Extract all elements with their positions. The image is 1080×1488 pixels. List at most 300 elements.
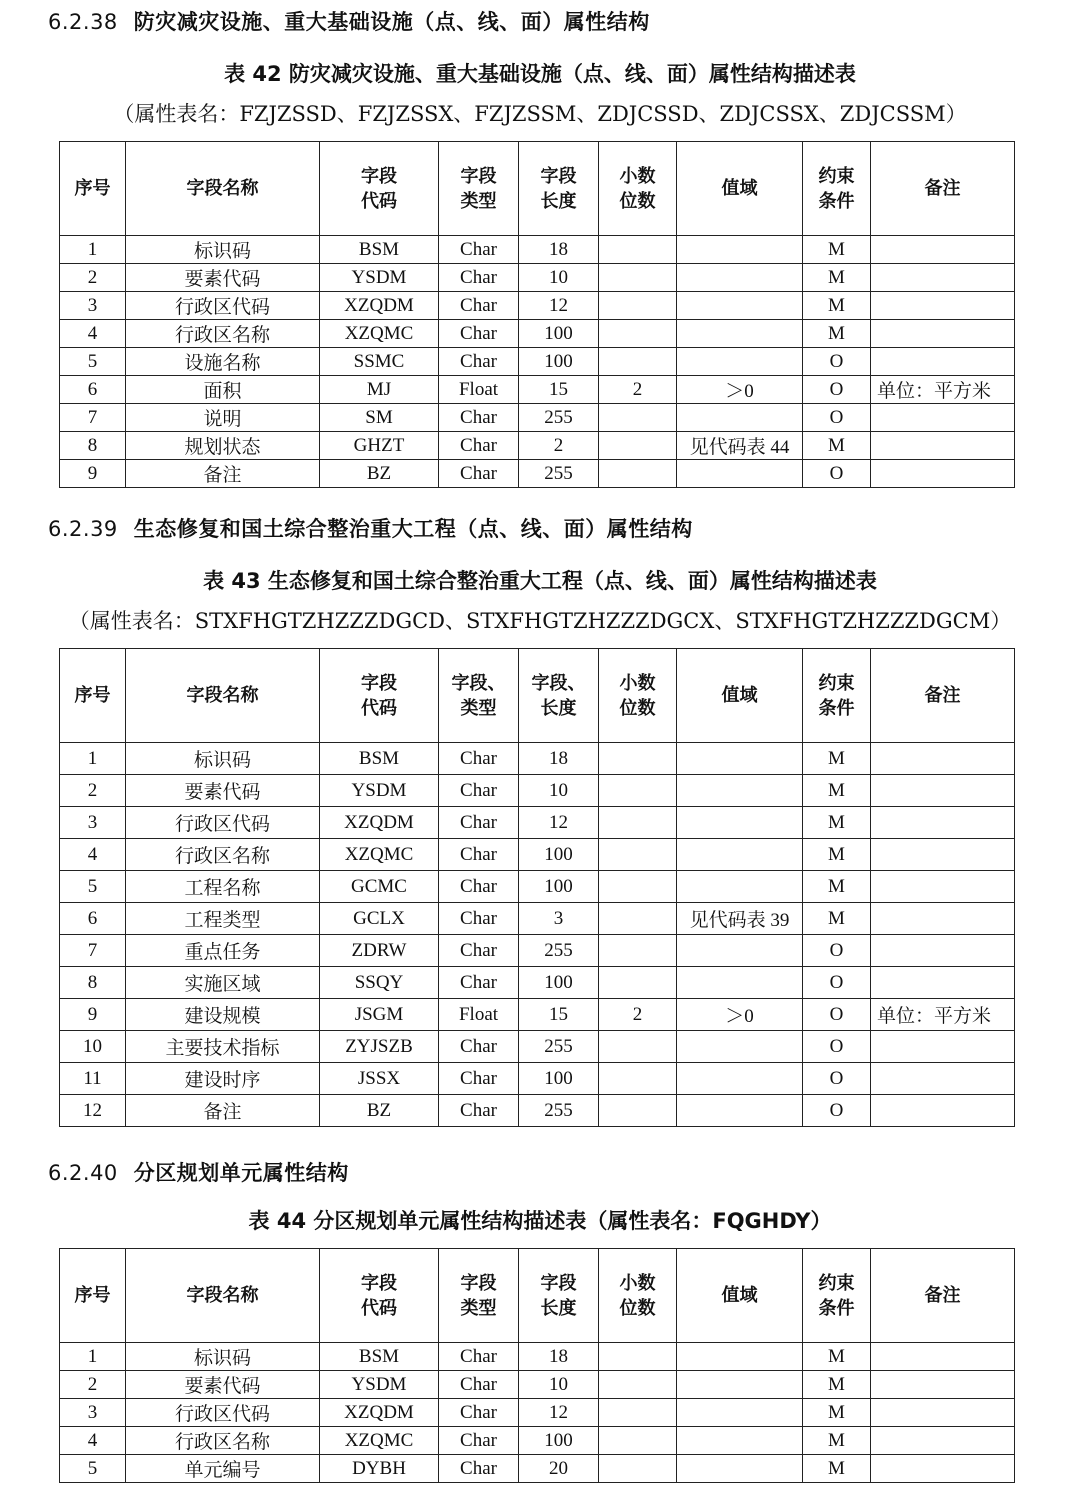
cell-col-field-type: Char [439, 871, 519, 903]
cell-col-constraint: M [803, 1343, 871, 1371]
header-col-field-type [439, 142, 519, 236]
cell-col-constraint: O [803, 348, 871, 376]
cell-col-index: 6 [60, 376, 126, 404]
header-col-field-code [320, 142, 439, 236]
header-label-line: 类型 [460, 697, 497, 719]
cell-col-field-length: 12 [519, 807, 599, 839]
cell-col-value-domain: ＞0 [677, 376, 803, 404]
header-col-field-name [126, 142, 320, 236]
header-label-line: 约束 [818, 1272, 855, 1294]
cell-col-field-code: XZQDM [320, 292, 439, 320]
cell-col-value-domain [677, 404, 803, 432]
cell-col-index: 7 [60, 935, 126, 967]
table-row [60, 1063, 1015, 1095]
cell-col-field-type: Char [439, 320, 519, 348]
section-heading-6-2-40 [48, 1157, 349, 1187]
cell-col-index: 5 [60, 1455, 126, 1483]
cell-col-value-domain [677, 1399, 803, 1427]
cell-col-field-length: 18 [519, 236, 599, 264]
cell-col-index: 4 [60, 1427, 126, 1455]
table-row [60, 967, 1015, 999]
cell-col-decimal-places [599, 903, 677, 935]
cell-col-constraint: O [803, 376, 871, 404]
cell-col-remark [871, 1343, 1015, 1371]
header-col-field-type [439, 649, 519, 743]
cell-col-field-name: 工程名称 [126, 871, 320, 903]
cell-col-field-code: BZ [320, 460, 439, 488]
table-row [60, 1427, 1015, 1455]
cell-col-field-name: 重点任务 [126, 935, 320, 967]
cell-col-constraint: M [803, 1455, 871, 1483]
cell-col-value-domain [677, 348, 803, 376]
attribute-table-42 [59, 141, 1015, 488]
cell-col-field-length: 2 [519, 432, 599, 460]
cell-col-index: 1 [60, 1343, 126, 1371]
header-col-field-name [126, 1249, 320, 1343]
cell-col-value-domain [677, 1343, 803, 1371]
cell-col-index: 2 [60, 264, 126, 292]
cell-col-constraint: M [803, 292, 871, 320]
header-label-line: 字段 [361, 672, 397, 694]
header-label-line: 类型 [460, 190, 497, 212]
cell-col-remark [871, 807, 1015, 839]
cell-col-constraint: M [803, 236, 871, 264]
header-label-line: 代码 [361, 190, 397, 212]
table-row [60, 348, 1015, 376]
cell-col-constraint: O [803, 1063, 871, 1095]
cell-col-constraint: M [803, 775, 871, 807]
table-row [60, 1371, 1015, 1399]
cell-col-constraint: O [803, 935, 871, 967]
cell-col-decimal-places [599, 743, 677, 775]
cell-col-remark [871, 236, 1015, 264]
header-label-line: 备注 [924, 1285, 961, 1306]
cell-col-field-code: YSDM [320, 1371, 439, 1399]
cell-col-field-name: 设施名称 [126, 348, 320, 376]
section-heading-6-2-39 [48, 513, 693, 543]
cell-col-remark [871, 1031, 1015, 1063]
cell-col-field-name: 要素代码 [126, 1371, 320, 1399]
cell-col-index: 9 [60, 999, 126, 1031]
cell-col-decimal-places [599, 935, 677, 967]
cell-col-field-code: BSM [320, 743, 439, 775]
cell-col-field-type: Char [439, 432, 519, 460]
section-heading-6-2-38 [48, 6, 650, 36]
cell-col-decimal-places [599, 839, 677, 871]
header-col-constraint [803, 142, 871, 236]
cell-col-field-code: XZQMC [320, 839, 439, 871]
cell-col-field-type: Char [439, 903, 519, 935]
cell-col-field-code: XZQMC [320, 1427, 439, 1455]
cell-col-field-type: Char [439, 1371, 519, 1399]
cell-col-decimal-places [599, 348, 677, 376]
header-label-line: 字段、 [451, 672, 506, 694]
header-label-line: 值域 [721, 1285, 758, 1306]
cell-col-value-domain [677, 1095, 803, 1127]
header-label-line: 字段名称 [186, 685, 259, 706]
cell-col-field-code: SSMC [320, 348, 439, 376]
cell-col-field-name: 行政区名称 [126, 1427, 320, 1455]
header-label-line: 备注 [924, 685, 961, 706]
section-title: 防灾减灾设施、重大基础设施（点、线、面）属性结构 [133, 10, 650, 34]
section-number: 6.2.40 [48, 1161, 118, 1185]
cell-col-field-length: 100 [519, 320, 599, 348]
cell-col-constraint: M [803, 839, 871, 871]
cell-col-field-code: YSDM [320, 775, 439, 807]
cell-col-value-domain [677, 967, 803, 999]
header-col-remark [871, 142, 1015, 236]
cell-col-field-type: Char [439, 967, 519, 999]
cell-col-value-domain: 见代码表 44 [677, 432, 803, 460]
header-col-field-length [519, 142, 599, 236]
table-row [60, 460, 1015, 488]
cell-col-index: 1 [60, 236, 126, 264]
attribute-table-44 [59, 1248, 1015, 1483]
header-col-field-code [320, 1249, 439, 1343]
cell-col-decimal-places [599, 236, 677, 264]
cell-col-decimal-places [599, 292, 677, 320]
cell-col-field-type: Char [439, 1399, 519, 1427]
cell-col-field-type: Char [439, 807, 519, 839]
cell-col-remark [871, 1095, 1015, 1127]
header-label-line: 位数 [619, 1297, 656, 1319]
cell-col-field-type: Char [439, 1427, 519, 1455]
cell-col-remark [871, 903, 1015, 935]
cell-col-field-code: BZ [320, 1095, 439, 1127]
cell-col-remark [871, 935, 1015, 967]
cell-col-field-type: Char [439, 292, 519, 320]
cell-col-constraint: M [803, 743, 871, 775]
cell-col-field-length: 10 [519, 1371, 599, 1399]
cell-col-value-domain [677, 871, 803, 903]
cell-col-field-code: SM [320, 404, 439, 432]
cell-col-index: 3 [60, 807, 126, 839]
cell-col-constraint: M [803, 807, 871, 839]
section-title: 分区规划单元属性结构 [133, 1161, 349, 1185]
header-label-line: 位数 [619, 697, 656, 719]
cell-col-value-domain [677, 935, 803, 967]
cell-col-field-name: 行政区名称 [126, 320, 320, 348]
cell-col-remark [871, 264, 1015, 292]
cell-col-value-domain [677, 807, 803, 839]
cell-col-remark [871, 775, 1015, 807]
table-header-row [60, 649, 1015, 743]
cell-col-index: 7 [60, 404, 126, 432]
cell-col-remark [871, 1399, 1015, 1427]
header-col-constraint [803, 1249, 871, 1343]
cell-col-field-code: XZQDM [320, 807, 439, 839]
cell-col-decimal-places [599, 320, 677, 348]
cell-col-index: 8 [60, 432, 126, 460]
cell-col-field-name: 备注 [126, 460, 320, 488]
cell-col-field-length: 3 [519, 903, 599, 935]
cell-col-field-length: 100 [519, 967, 599, 999]
cell-col-decimal-places [599, 1455, 677, 1483]
table-42-subcaption: （属性表名：FZJZSSD、FZJZSSX、FZJZSSM、ZDJCSSD、ZDJCSSX、ZDJCSSM） [113, 102, 967, 126]
cell-col-index: 4 [60, 320, 126, 348]
table-row [60, 292, 1015, 320]
cell-col-decimal-places [599, 967, 677, 999]
cell-col-decimal-places [599, 1427, 677, 1455]
cell-col-value-domain [677, 1427, 803, 1455]
header-label-line: 值域 [721, 178, 758, 199]
cell-col-field-name: 主要技术指标 [126, 1031, 320, 1063]
header-label-line: 约束 [818, 165, 855, 187]
header-label-line: 条件 [818, 697, 855, 719]
cell-col-field-length: 15 [519, 999, 599, 1031]
header-label-line: 小数 [619, 1272, 656, 1294]
cell-col-field-name: 标识码 [126, 1343, 320, 1371]
cell-col-decimal-places [599, 1343, 677, 1371]
header-col-constraint [803, 649, 871, 743]
table-row [60, 871, 1015, 903]
cell-col-field-code: GCMC [320, 871, 439, 903]
header-col-field-length [519, 649, 599, 743]
header-col-value-domain [677, 1249, 803, 1343]
cell-col-field-length: 15 [519, 376, 599, 404]
cell-col-remark: 单位：平方米 [871, 999, 1015, 1031]
cell-col-field-length: 100 [519, 1063, 599, 1095]
header-label-line: 序号 [74, 178, 111, 199]
cell-col-field-type: Char [439, 460, 519, 488]
table-row [60, 236, 1015, 264]
cell-col-constraint: M [803, 1399, 871, 1427]
header-label-line: 代码 [361, 697, 397, 719]
cell-col-value-domain [677, 236, 803, 264]
cell-col-index: 3 [60, 1399, 126, 1427]
header-label-line: 字段 [361, 165, 397, 187]
table-row [60, 264, 1015, 292]
header-col-decimal-places [599, 649, 677, 743]
cell-col-constraint: M [803, 432, 871, 460]
cell-col-index: 5 [60, 348, 126, 376]
cell-col-field-code: GHZT [320, 432, 439, 460]
cell-col-index: 8 [60, 967, 126, 999]
table-row [60, 1343, 1015, 1371]
cell-col-constraint: O [803, 999, 871, 1031]
header-col-decimal-places [599, 1249, 677, 1343]
cell-col-remark [871, 320, 1015, 348]
cell-col-field-length: 255 [519, 1031, 599, 1063]
section-number: 6.2.38 [48, 10, 118, 34]
cell-col-field-type: Char [439, 839, 519, 871]
section-number: 6.2.39 [48, 517, 118, 541]
cell-col-field-name: 单元编号 [126, 1455, 320, 1483]
cell-col-constraint: M [803, 1427, 871, 1455]
cell-col-decimal-places [599, 1063, 677, 1095]
cell-col-field-name: 备注 [126, 1095, 320, 1127]
cell-col-field-code: XZQDM [320, 1399, 439, 1427]
header-label-line: 字段、 [531, 672, 586, 694]
header-label-line: 长度 [540, 697, 577, 719]
header-label-line: 代码 [361, 1297, 397, 1319]
cell-col-field-length: 18 [519, 743, 599, 775]
cell-col-decimal-places [599, 1031, 677, 1063]
table-43-caption: 表 43 生态修复和国土综合整治重大工程（点、线、面）属性结构描述表 [203, 569, 877, 593]
cell-col-index: 12 [60, 1095, 126, 1127]
table-row [60, 743, 1015, 775]
cell-col-field-name: 行政区名称 [126, 839, 320, 871]
cell-col-field-code: DYBH [320, 1455, 439, 1483]
cell-col-field-length: 18 [519, 1343, 599, 1371]
section-title: 生态修复和国土综合整治重大工程（点、线、面）属性结构 [133, 517, 693, 541]
cell-col-field-type: Char [439, 348, 519, 376]
header-label-line: 字段 [540, 165, 577, 187]
cell-col-index: 9 [60, 460, 126, 488]
table-row [60, 1399, 1015, 1427]
cell-col-field-type: Char [439, 775, 519, 807]
header-col-index [60, 649, 126, 743]
cell-col-constraint: O [803, 967, 871, 999]
header-col-decimal-places [599, 142, 677, 236]
header-label-line: 类型 [460, 1297, 497, 1319]
cell-col-field-length: 255 [519, 935, 599, 967]
cell-col-field-code: JSSX [320, 1063, 439, 1095]
header-col-remark [871, 649, 1015, 743]
cell-col-field-length: 100 [519, 348, 599, 376]
header-label-line: 条件 [818, 190, 855, 212]
cell-col-value-domain [677, 460, 803, 488]
cell-col-field-name: 说明 [126, 404, 320, 432]
cell-col-decimal-places: 2 [599, 376, 677, 404]
cell-col-decimal-places [599, 1371, 677, 1399]
cell-col-field-code: JSGM [320, 999, 439, 1031]
table-row [60, 1031, 1015, 1063]
cell-col-field-name: 建设规模 [126, 999, 320, 1031]
header-label-line: 字段名称 [186, 1285, 259, 1306]
cell-col-field-code: XZQMC [320, 320, 439, 348]
header-label-line: 约束 [818, 672, 855, 694]
cell-col-field-code: YSDM [320, 264, 439, 292]
header-col-index [60, 142, 126, 236]
cell-col-index: 1 [60, 743, 126, 775]
cell-col-value-domain [677, 743, 803, 775]
cell-col-field-type: Float [439, 999, 519, 1031]
cell-col-value-domain [677, 1371, 803, 1399]
cell-col-field-code: BSM [320, 236, 439, 264]
header-label-line: 小数 [619, 165, 656, 187]
table-row [60, 320, 1015, 348]
table-44-caption: 表 44 分区规划单元属性结构描述表（属性表名：FQGHDY） [248, 1209, 832, 1233]
header-col-field-length [519, 1249, 599, 1343]
cell-col-remark [871, 348, 1015, 376]
cell-col-field-code: SSQY [320, 967, 439, 999]
cell-col-field-name: 行政区代码 [126, 292, 320, 320]
cell-col-index: 2 [60, 1371, 126, 1399]
table-row [60, 1095, 1015, 1127]
cell-col-remark [871, 432, 1015, 460]
header-label-line: 字段 [460, 1272, 497, 1294]
cell-col-field-name: 要素代码 [126, 264, 320, 292]
cell-col-field-name: 建设时序 [126, 1063, 320, 1095]
cell-col-remark: 单位：平方米 [871, 376, 1015, 404]
cell-col-field-type: Char [439, 1031, 519, 1063]
cell-col-field-name: 面积 [126, 376, 320, 404]
cell-col-field-type: Char [439, 264, 519, 292]
header-label-line: 字段 [361, 1272, 397, 1294]
cell-col-field-name: 规划状态 [126, 432, 320, 460]
cell-col-index: 2 [60, 775, 126, 807]
cell-col-constraint: M [803, 903, 871, 935]
header-label-line: 长度 [540, 1297, 577, 1319]
cell-col-remark [871, 1455, 1015, 1483]
cell-col-field-name: 工程类型 [126, 903, 320, 935]
table-42-caption: 表 42 防灾减灾设施、重大基础设施（点、线、面）属性结构描述表 [224, 62, 856, 86]
cell-col-value-domain: ＞0 [677, 999, 803, 1031]
cell-col-remark [871, 292, 1015, 320]
cell-col-field-name: 要素代码 [126, 775, 320, 807]
header-label-line: 条件 [818, 1297, 855, 1319]
cell-col-field-name: 标识码 [126, 743, 320, 775]
cell-col-constraint: M [803, 1371, 871, 1399]
header-label-line: 字段 [460, 165, 497, 187]
cell-col-constraint: M [803, 264, 871, 292]
cell-col-remark [871, 1371, 1015, 1399]
cell-col-decimal-places [599, 871, 677, 903]
table-row [60, 999, 1015, 1031]
cell-col-decimal-places [599, 460, 677, 488]
cell-col-index: 6 [60, 903, 126, 935]
table-row [60, 775, 1015, 807]
header-label-line: 序号 [74, 1285, 111, 1306]
cell-col-field-name: 实施区域 [126, 967, 320, 999]
cell-col-index: 3 [60, 292, 126, 320]
cell-col-constraint: O [803, 1095, 871, 1127]
cell-col-field-type: Char [439, 236, 519, 264]
cell-col-index: 4 [60, 839, 126, 871]
cell-col-constraint: O [803, 404, 871, 432]
table-row [60, 432, 1015, 460]
header-col-value-domain [677, 649, 803, 743]
cell-col-value-domain [677, 1455, 803, 1483]
cell-col-constraint: O [803, 460, 871, 488]
cell-col-field-length: 100 [519, 1427, 599, 1455]
header-label-line: 长度 [540, 190, 577, 212]
cell-col-field-type: Char [439, 1343, 519, 1371]
table-row [60, 935, 1015, 967]
header-col-value-domain [677, 142, 803, 236]
table-header-row [60, 142, 1015, 236]
cell-col-value-domain: 见代码表 39 [677, 903, 803, 935]
table-row [60, 839, 1015, 871]
cell-col-remark [871, 967, 1015, 999]
cell-col-field-code: ZYJSZB [320, 1031, 439, 1063]
header-col-field-name [126, 649, 320, 743]
cell-col-field-type: Char [439, 743, 519, 775]
cell-col-index: 5 [60, 871, 126, 903]
table-row [60, 404, 1015, 432]
header-label-line: 值域 [721, 685, 758, 706]
table-row [60, 807, 1015, 839]
cell-col-value-domain [677, 1063, 803, 1095]
cell-col-field-code: GCLX [320, 903, 439, 935]
cell-col-field-length: 100 [519, 871, 599, 903]
header-label-line: 位数 [619, 190, 656, 212]
cell-col-decimal-places [599, 1095, 677, 1127]
cell-col-field-code: MJ [320, 376, 439, 404]
cell-col-value-domain [677, 839, 803, 871]
attribute-table-43 [59, 648, 1015, 1127]
cell-col-remark [871, 404, 1015, 432]
cell-col-field-length: 12 [519, 1399, 599, 1427]
cell-col-value-domain [677, 775, 803, 807]
cell-col-field-length: 20 [519, 1455, 599, 1483]
cell-col-value-domain [677, 320, 803, 348]
cell-col-field-name: 行政区代码 [126, 807, 320, 839]
cell-col-remark [871, 871, 1015, 903]
cell-col-remark [871, 839, 1015, 871]
header-label-line: 字段 [540, 1272, 577, 1294]
